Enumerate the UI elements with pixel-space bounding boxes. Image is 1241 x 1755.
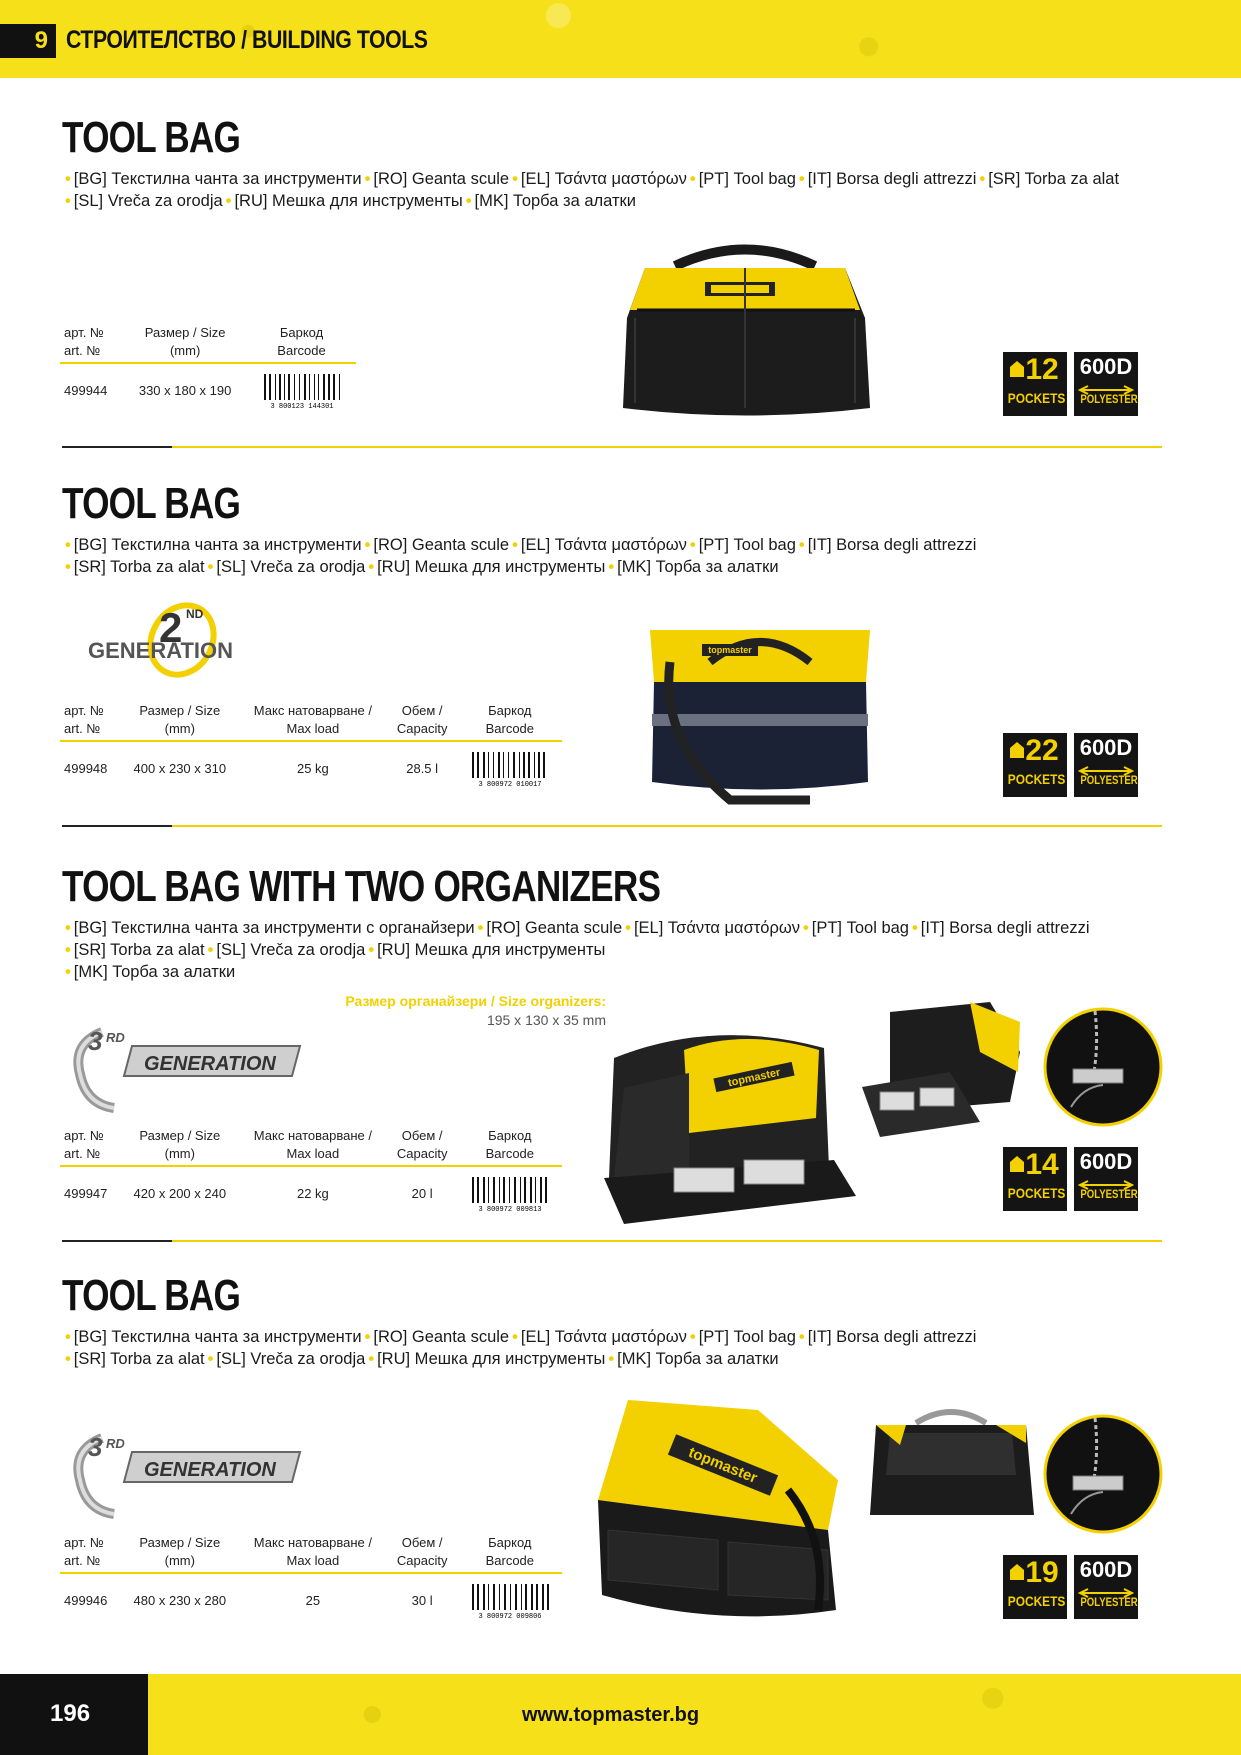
product-image-detail-hook: [1043, 1007, 1163, 1132]
language-name: [MK] Торба за алатки: [617, 558, 779, 576]
language-names: [62, 534, 1182, 578]
language-name: [SR] Torba za alat: [73, 558, 205, 576]
bullet-separator: •: [465, 192, 472, 210]
language-name: [PT] Tool bag: [698, 536, 796, 554]
language-name: [RU] Мешка для инструменты: [377, 941, 606, 959]
material-badge: 600D POLYESTER: [1074, 1555, 1138, 1619]
table-row: [60, 741, 562, 791]
product-section-2: [62, 480, 1162, 578]
section-divider-dark: [62, 1240, 172, 1242]
website-link[interactable]: www.topmaster.bg: [522, 1704, 700, 1726]
cell-art: 499946: [64, 1593, 108, 1608]
section-divider: [172, 1240, 1162, 1242]
language-name: [PT] Tool bag: [698, 1328, 796, 1346]
product-section-1: [62, 114, 1162, 212]
language-names: [62, 1326, 1182, 1370]
bullet-separator: •: [207, 1350, 214, 1368]
brand-label: topmaster: [708, 645, 752, 655]
bullet-separator: •: [689, 536, 696, 554]
section-divider: [172, 825, 1162, 827]
bullet-separator: •: [207, 558, 214, 576]
bullet-separator: •: [225, 192, 232, 210]
generation-word: GENERATION: [144, 1053, 276, 1075]
product-image-detail-hook-2: [1043, 1414, 1163, 1539]
generation-number: 3: [88, 1026, 103, 1056]
spec-table: арт. № art. № Размер / Size (mm) Макс натоварване / Max load Обем / Capacity Баркод Barcode 499948 400 x 230 x 310 25 kg 28.5 l 3 800972 010017: [60, 700, 562, 791]
material-badge: 600D POLYESTER: [1074, 1147, 1138, 1211]
col-header-size: Размер / Size (mm): [123, 322, 247, 363]
generation-logo-2nd: [86, 600, 256, 687]
bullet-separator: •: [512, 1328, 518, 1346]
barcode-image: [470, 752, 550, 788]
cell-max-load: 22 kg: [296, 1186, 329, 1201]
language-name: [IT] Borsa degli attrezzi: [807, 536, 977, 554]
barcode-digits: 3 800123 144301: [269, 403, 334, 410]
language-name: [RO] Geanta scule: [373, 536, 510, 554]
generation-sup: RD: [106, 1436, 125, 1451]
bullet-separator: •: [689, 170, 696, 188]
language-name: [IT] Borsa degli attrezzi: [807, 170, 977, 188]
organizers-label: Размер органайзери / Size organizers:: [345, 993, 606, 1009]
pockets-badge: 22 POCKETS: [1003, 733, 1067, 797]
cell-size: 480 x 230 x 280: [133, 1593, 227, 1608]
bullet-separator: •: [364, 1328, 371, 1346]
language-name: [BG] Текстилна чанта за инструменти с органайзери: [73, 919, 475, 937]
language-name: [BG] Текстилна чанта за инструменти: [73, 1328, 362, 1346]
product-image-tool-bag-2: [640, 622, 880, 817]
spec-table: [60, 322, 356, 413]
bullet-separator: •: [65, 919, 71, 937]
organizers-info: [296, 992, 606, 1030]
cell-barcode: [458, 741, 562, 791]
bullet-separator: •: [65, 170, 71, 188]
language-name: [RU] Мешка для инструменты: [377, 1350, 606, 1368]
brand-label: topmaster: [726, 1066, 782, 1090]
language-name: [PT] Tool bag: [698, 170, 796, 188]
generation-number: 2: [159, 604, 183, 651]
language-name: [RO] Geanta scule: [486, 919, 623, 937]
chapter-number: 9: [0, 24, 56, 58]
generation-logo-3rd: [62, 1024, 302, 1119]
language-name: [EL] Τσάντα μαστόρων: [633, 919, 800, 937]
cell-size: 400 x 230 x 310: [133, 761, 227, 776]
language-name: [BG] Текстилна чанта за инструменти: [73, 170, 362, 188]
cell-art: 499947: [64, 1186, 108, 1201]
language-name: [IT] Borsa degli attrezzi: [807, 1328, 977, 1346]
product-title: TOOL BAG: [62, 1271, 241, 1320]
language-name: [SL] Vreča za orodja: [73, 192, 223, 210]
product-section-4: [62, 1272, 1162, 1370]
product-image-tool-bag-4: [588, 1390, 848, 1635]
generation-word: GENERATION: [144, 1459, 276, 1481]
section-divider-dark: [62, 825, 172, 827]
product-image-tool-bag-1: [615, 238, 875, 433]
product-image-organizer-bag: [594, 1028, 859, 1233]
cell-max-load: 25: [305, 1593, 321, 1608]
generation-sup: RD: [106, 1030, 125, 1045]
col-header-barcode: Баркод Barcode: [247, 322, 356, 363]
bullet-separator: •: [512, 536, 518, 554]
cell-art: 499944: [64, 383, 108, 398]
bullet-separator: •: [65, 192, 71, 210]
cell-max-load: 25 kg: [296, 761, 329, 776]
bullet-separator: •: [512, 170, 518, 188]
bullet-separator: •: [798, 536, 805, 554]
product-title: TOOL BAG: [62, 479, 241, 528]
cell-size: 420 x 200 x 240: [133, 1186, 227, 1201]
language-names: [62, 917, 1182, 983]
product-section-3: [62, 863, 1162, 983]
brand-label: topmaster: [686, 1443, 760, 1487]
pocket-icon: [1010, 1156, 1024, 1172]
cell-size: 330 x 180 x 190: [138, 383, 232, 398]
cell-barcode: [458, 1166, 562, 1216]
language-name: [MK] Торба за алатки: [474, 192, 636, 210]
cell-barcode: [458, 1573, 562, 1623]
bullet-separator: •: [364, 536, 371, 554]
language-name: [SL] Vreča za orodja: [216, 558, 366, 576]
pocket-icon: [1010, 742, 1024, 758]
bullet-separator: •: [689, 1328, 696, 1346]
bullet-separator: •: [65, 1350, 71, 1368]
language-name: [EL] Τσάντα μαστόρων: [520, 1328, 687, 1346]
bullet-separator: •: [207, 941, 214, 959]
product-image-organizer-open: [860, 992, 1025, 1147]
cell-art: 499948: [64, 761, 108, 776]
bullet-separator: •: [979, 170, 986, 188]
generation-sup: ND: [186, 607, 204, 621]
barcode-digits: 3 800972 010017: [478, 781, 542, 788]
bullet-separator: •: [608, 1350, 615, 1368]
bullet-separator: •: [65, 1328, 71, 1346]
bullet-separator: •: [65, 963, 71, 981]
bullet-separator: •: [798, 170, 805, 188]
pockets-badge: 19 POCKETS: [1003, 1555, 1067, 1619]
organizers-size: 195 x 130 x 35 mm: [486, 1012, 606, 1028]
barcode-image: [470, 1177, 550, 1213]
page-number: 196: [50, 1700, 91, 1727]
language-names: [62, 168, 1182, 212]
barcode-digits: 3 800972 009813: [478, 1206, 542, 1213]
material-badge: 600D POLYESTER: [1074, 733, 1138, 797]
language-name: [SL] Vreča za orodja: [216, 941, 366, 959]
language-name: [SR] Torba za alat: [988, 170, 1120, 188]
material-badge: 600D POLYESTER: [1074, 352, 1138, 416]
section-divider-dark: [62, 446, 172, 448]
generation-logo-3rd: [62, 1430, 302, 1525]
product-image-tool-bag-4-open: [866, 1405, 1036, 1530]
bullet-separator: •: [798, 1328, 805, 1346]
language-name: [SL] Vreča za orodja: [216, 1350, 366, 1368]
pocket-icon: [1010, 361, 1024, 377]
bullet-separator: •: [65, 536, 71, 554]
bullet-separator: •: [802, 919, 809, 937]
language-name: [MK] Торба за алатки: [73, 963, 236, 981]
cell-capacity: 30 l: [411, 1593, 433, 1608]
product-title: TOOL BAG WITH TWO ORGANIZERS: [62, 862, 661, 911]
generation-word: GENERATION: [88, 638, 234, 663]
bullet-separator: •: [477, 919, 484, 937]
language-name: [BG] Текстилна чанта за инструменти: [73, 536, 362, 554]
language-name: [PT] Tool bag: [811, 919, 909, 937]
cell-capacity: 20 l: [411, 1186, 433, 1201]
product-title: TOOL BAG: [62, 113, 241, 162]
table-row: [60, 1166, 562, 1216]
bullet-separator: •: [364, 170, 371, 188]
language-name: [RU] Мешка для инструменты: [377, 558, 606, 576]
spec-table: арт. № art. № Размер / Size (mm) Макс натоварване / Max load Обем / Capacity Баркод Barcode 499946 480 x 230 x 280 25 30 l 3 800972 009806: [60, 1532, 562, 1623]
pockets-badge: 14 POCKETS: [1003, 1147, 1067, 1211]
bullet-separator: •: [625, 919, 631, 937]
bullet-separator: •: [368, 941, 375, 959]
language-name: [RO] Geanta scule: [373, 170, 510, 188]
generation-number: 3: [88, 1432, 103, 1462]
language-name: [EL] Τσάντα μαστόρων: [520, 170, 687, 188]
section-divider: [172, 446, 1162, 448]
language-name: [SR] Torba za alat: [73, 941, 205, 959]
pockets-badge: 12 POCKETS: [1003, 352, 1067, 416]
cell-barcode: [247, 363, 356, 413]
bullet-separator: •: [65, 941, 71, 959]
table-row: [60, 363, 356, 413]
language-name: [RU] Мешка для инструменты: [234, 192, 463, 210]
cell-capacity: 28.5 l: [406, 761, 439, 776]
spec-table: арт. № art. № Размер / Size (mm) Макс натоварване / Max load Обем / Capacity Баркод Barcode 499947 420 x 200 x 240 22 kg 20 l 3 800972 009813: [60, 1125, 562, 1216]
table-row: [60, 1573, 562, 1623]
pocket-icon: [1010, 1564, 1024, 1580]
bullet-separator: •: [368, 1350, 375, 1368]
bullet-separator: •: [911, 919, 918, 937]
bullet-separator: •: [608, 558, 615, 576]
language-name: [EL] Τσάντα μαστόρων: [520, 536, 687, 554]
language-name: [IT] Borsa degli attrezzi: [920, 919, 1090, 937]
barcode-image: [262, 374, 342, 410]
language-name: [RO] Geanta scule: [373, 1328, 510, 1346]
language-name: [SR] Torba za alat: [73, 1350, 205, 1368]
bullet-separator: •: [65, 558, 71, 576]
bullet-separator: •: [368, 558, 375, 576]
col-header-art: арт. № art. №: [60, 322, 123, 363]
chapter-title: СТРОИТЕЛСТВО / BUILDING TOOLS: [66, 26, 428, 54]
barcode-digits: 3 800972 009806: [478, 1613, 542, 1620]
barcode-image: [470, 1584, 550, 1620]
language-name: [MK] Торба за алатки: [617, 1350, 779, 1368]
